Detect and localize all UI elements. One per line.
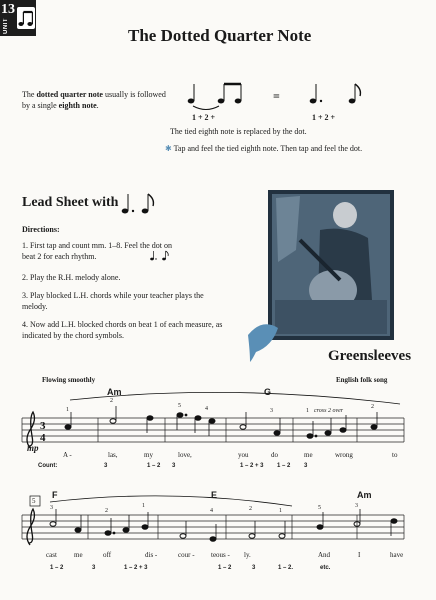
lyric: And: [318, 551, 331, 559]
count: 3: [104, 463, 108, 469]
count: 3: [92, 565, 96, 571]
piece-title: Greensleeves: [328, 348, 412, 364]
equals-sign: =: [273, 89, 280, 103]
lyric: my: [144, 451, 153, 459]
count: 3: [304, 463, 308, 469]
lute-player-illustration: [268, 190, 394, 340]
fingering: 2: [110, 398, 113, 404]
lyric: have: [390, 551, 404, 559]
replacement-note: The tied eighth note is replaced by the dot.: [170, 127, 307, 136]
count: 1 – 2: [50, 565, 64, 571]
measure-number: 5: [32, 497, 36, 505]
song-subtitle: English folk song: [336, 376, 388, 384]
direction-3: 3. Play blocked L.H. chords while your teacher plays the melody.: [22, 291, 204, 311]
unit-label: UNIT: [3, 18, 9, 34]
lyric: ly.: [244, 551, 251, 559]
time-signature: [40, 420, 46, 444]
chord-symbol: Am: [107, 387, 122, 397]
lyric: me: [304, 451, 313, 459]
lyric: me: [74, 551, 83, 559]
count: 1 – 2 + 3: [124, 565, 148, 571]
fingering: 2: [249, 506, 252, 512]
page-title: The Dotted Quarter Note: [128, 26, 312, 45]
count: 1 – 2: [147, 463, 161, 469]
chord-symbol: F: [52, 490, 58, 500]
fingering: 1: [66, 407, 69, 413]
lyric: wrong: [335, 451, 353, 459]
fingering: 3: [355, 503, 358, 509]
dotted-quarter-eighth-icon: [122, 194, 154, 214]
direction-2: 2. Play the R.H. melody alone.: [22, 273, 121, 282]
fingering: 2: [371, 404, 374, 410]
count: 3: [172, 463, 176, 469]
tap-instruction: ✱ Tap and feel the tied eighth note. Then tap and feel the dot.: [165, 144, 363, 153]
tempo-marking: Flowing smoothly: [42, 376, 96, 384]
count: 1 – 2.: [278, 565, 294, 571]
lyric: do: [271, 451, 278, 459]
lyric: las,: [108, 451, 118, 459]
fingering: 1: [279, 508, 282, 514]
fingering: 1: [306, 408, 309, 414]
lyric: to: [392, 451, 398, 459]
notes-system-2: [50, 509, 397, 541]
direction-4: 4. Now add L.H. blocked chords on beat 1 of each measure, as indicated by the chord symbols.: [22, 320, 223, 340]
fingering: 5: [318, 505, 321, 511]
count: 1 – 2: [218, 565, 232, 571]
count: 1 – 2 + 3: [240, 463, 264, 469]
svg-text:3: 3: [40, 420, 46, 432]
dotted-rhythm-notes: [310, 84, 361, 104]
lyric: off: [103, 551, 112, 559]
unit-number: 13: [1, 2, 15, 17]
lyric: I: [358, 551, 361, 559]
fingering: 4: [205, 406, 208, 412]
fingering: 3: [50, 505, 53, 511]
fingering: 2: [105, 508, 108, 514]
lyric: love,: [178, 451, 192, 459]
lyric: teous -: [211, 551, 230, 559]
fingering: 3: [270, 408, 273, 414]
cross-over-marking: cross 2 over: [314, 408, 344, 414]
count: etc.: [320, 565, 331, 571]
fingering: 1: [142, 503, 145, 509]
chord-symbol: G: [264, 387, 272, 397]
section-title: Lead Sheet with: [22, 195, 119, 210]
staff-system-2: [22, 515, 404, 539]
direction-1: 1. First tap and count mm. 1–8. Feel the dot on beat 2 for each rhythm.: [22, 241, 172, 261]
lyric: dis -: [145, 551, 158, 559]
count: 1 – 2: [277, 463, 291, 469]
tied-rhythm-notes: [188, 84, 242, 110]
count-label: Count:: [38, 463, 58, 469]
directions-heading: Directions:: [22, 225, 60, 234]
counts-dotted: 1 + 2 +: [312, 113, 336, 122]
chord-symbol: E: [211, 490, 218, 500]
leaf-ornament: [248, 324, 278, 362]
count: 3: [252, 565, 256, 571]
lyric: you: [238, 451, 249, 459]
lyric: A -: [63, 451, 72, 459]
counts-tied: 1 + 2 +: [192, 113, 216, 122]
lyric: cour -: [178, 551, 195, 559]
phrase-slur-2: [50, 496, 292, 506]
chord-symbol: Am: [357, 490, 372, 500]
intro-text: The dotted quarter note usually is followed by a single eighth note.: [22, 90, 166, 110]
svg-text:4: 4: [40, 432, 46, 444]
lyric: cast: [46, 551, 57, 559]
fingering: 4: [210, 508, 213, 514]
fingering: 5: [178, 403, 181, 409]
dynamic-marking: mp: [27, 443, 39, 453]
